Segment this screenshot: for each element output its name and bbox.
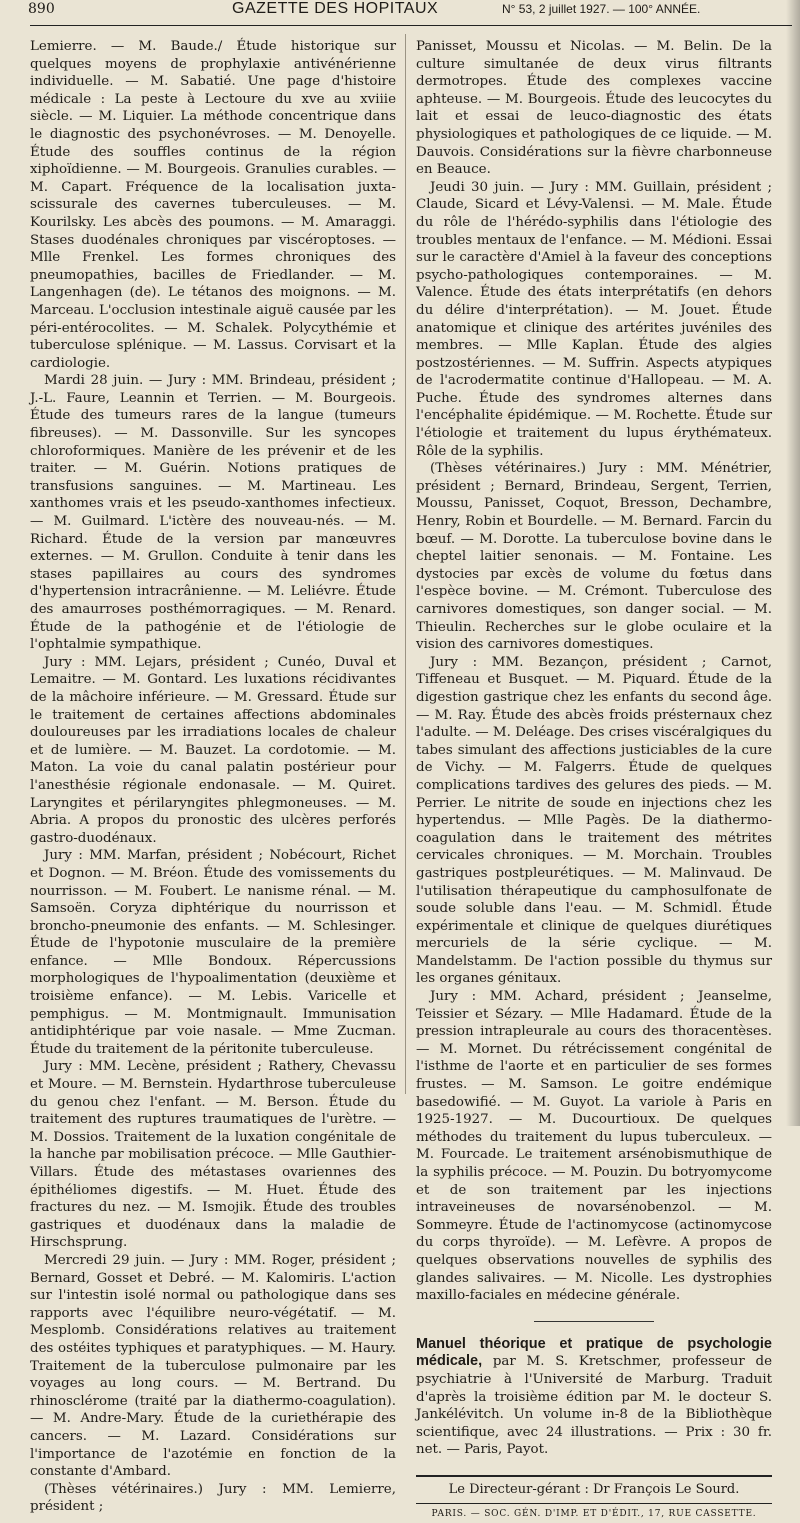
paragraph: Panisset, Moussu et Nicolas. — M. Belin. De la culture simultanée de deux virus filtrants dermotropes. Étude des complexes vaccine aphteuse. — M. Bourgeois. Étude des leucocytes du lait et essai de leuco-diagnostic des états physiologiques et pathologiques de ce liquide. — M. Dauvois. Considérations sur la fièvre charbonneuse en Beauce. xyxy=(416,38,772,179)
paragraph: (Thèses vétérinaires.) Jury : MM. Ménétrier, président ; Bernard, Brindeau, Sergent, Terrien, Moussu, Panisset, Coquot, Bresson, Dechambre, Henry, Robin et Bourdelle. — M. Bernard. Farcin du bœuf. — M. Dorotte. La tuberculose bovine dans le cheptel laitier senonais. — M. Fontaine. Les dystocies par excès de volume du fœtus dans l'espèce bovine. — M. Crémont. Tuberculose des carnivores domestiques, son danger social. — M. Thieulin. Recherches sur le globe oculaire et la vision des carnivores domestiques. xyxy=(416,460,772,654)
director-signature: Le Directeur-gérant : Dr François Le Sourd. xyxy=(416,1481,772,1499)
book-notice xyxy=(416,1336,772,1459)
paragraph: Jury : MM. Lecène, président ; Rathery, Chevassu et Moure. — M. Bernstein. Hydarthrose tuberculeuse du genou chez l'enfant. — M. Berson. Étude du traitement des ruptures traumatiques de l'urètre. — M. Dossios. Traitement de la luxation congénitale de la hanche par mobilisation précoce. — Mlle Gauthier-Villars. Étude des métastases ovariennes des épithéliomes digestifs. — M. Huet. Étude des fractures du nez. — M. Ismojik. Étude des troubles gastriques et duodénaux dans la maladie de Hirschsprung. xyxy=(30,1058,396,1252)
printer-rule xyxy=(416,1503,772,1504)
book-title: Manuel théorique et pratique de psychologie médicale, xyxy=(416,1336,772,1370)
running-title: GAZETTE DES HOPITAUX xyxy=(232,0,438,18)
section-divider xyxy=(534,1321,654,1322)
paragraph: Jury : MM. Achard, président ; Jeanselme, Teissier et Sézary. — Mlle Hadamard. Étude de la pression intrapleurale au cours des thoracentèses. — M. Mornet. Du rétrécissement congénital de l'isthme de l'aorte et en particulier de ses formes frustes. — M. Samson. Le goitre endémique basedowifié. — M. Guyot. La variole à Paris en 1925-1927. — M. Ducourtioux. De quelques méthodes du traitement du lupus tuberculeux. — M. Fourcade. Le traitement arsénobismuthique de la syphilis précoce. — M. Pouzin. Du botryomycome et de son traitement par les injections intraveineuses de novarsénobenzol. — M. Sommeyre. Étude de l'actinomycose (actinomycose du corps thyroïde). — M. Lefèvre. A propos de quelques observations nouvelles de syphilis des glandes salivaires. — M. Nicolle. Les dystrophies maxillo-faciales en médecine générale. xyxy=(416,988,772,1305)
page-edge-shadow xyxy=(786,0,800,1126)
page-number: 890 xyxy=(28,1,55,17)
printer-imprint: PARIS. — SOC. GÉN. D'IMP. ET D'ÉDIT., 17, RUE CASSETTE. xyxy=(416,1506,772,1523)
book-notice-text: par M. S. Kretschmer, professeur de psychiatrie à l'Université de Marburg. Traduit d'après la troisième édition par M. le docteur S. Jankélévitch. Un volume in-8 de la Bibliothèque scientifique, avec 24 illustrations. — Prix : 30 fr. net. — Paris, Payot. xyxy=(416,1354,772,1457)
paragraph: Jeudi 30 juin. — Jury : MM. Guillain, président ; Claude, Sicard et Lévy-Valensi. — M. Male. Étude du rôle de l'hérédo-syphilis dans l'étiologie des troubles mentaux de l'enfance. — M. Médioni. Essai sur le caractère d'Amiel à la faveur des conceptions psycho-pathologiques contemporaines. — M. Valence. Étude des états interprétatifs (en dehors du délire d'interprétation). — M. Jouet. Étude anatomique et clinique des artérites juvéniles des membres. — Mlle Kaplan. Étude des algies postzostériennes. — M. Suffrin. Aspects atypiques de l'acrodermatite continue d'Hallopeau. — M. A. Puche. Étude des syndromes alternes dans l'encéphalite épidémique. — M. Rochette. Étude sur l'étiologie et traitement du lupus érythémateux. Rôle de la syphilis. xyxy=(416,179,772,461)
footer-rule xyxy=(416,1475,772,1477)
issue-info: N° 53, 2 juillet 1927. — 100° ANNÉE. xyxy=(502,2,700,16)
right-column xyxy=(416,38,772,1523)
paragraph: Jury : MM. Bezançon, président ; Carnot, Tiffeneau et Busquet. — M. Piquard. Étude de la digestion gastrique chez les enfants du second âge. — M. Ray. Étude des abcès froids présternaux chez l'adulte. — M. Deléage. Des crises viscéralgiques du tabes simulant des affections justiciables de la cure de Vichy. — M. Falgerrs. Étude de quelques complications tardives des gelures des pieds. — M. Perrier. Le nitrite de soude en injections chez les hypertendus. — Mlle Pagès. De la diathermo-coagulation dans le traitement des métrites cervicales chroniques. — M. Morchain. Troubles gastriques postpleurétiques. — M. Malinvaud. De l'utilisation thérapeutique du camphosulfonate de soude soluble dans l'eau. — M. Schmidl. Étude expérimentale et clinique de quelques diurétiques mercuriels de la série cyclique. — M. Mandelstamm. De l'action possible du thymus sur les organes génitaux. xyxy=(416,654,772,988)
paragraph: Lemierre. — M. Baude./ Étude historique sur quelques moyens de prophylaxie antivénérienne individuelle. — M. Sabatié. Une page d'histoire médicale : La peste à Lectoure du xve au xviiie siècle. — M. Liquier. La méthode concentrique dans le diagnostic des psychonévroses. — M. Denoyelle. Étude des souffles continus de la région xiphoïdienne. — M. Bourgeois. Granulies curables. — M. Capart. Fréquence de la localisation juxta-scissurale des cavernes tuberculeuses. — M. Kourilsky. Les abcès des poumons. — M. Amaraggi. Stases duodénales chroniques par viscéroptoses. — Mlle Frenkel. Les formes chroniques des pneumopathies, bacilles de Friedlander. — M. Langenhagen (de). Le tétanos des moignons. — M. Marceau. L'occlusion intestinale aiguë causée par les péri-entérocolites. — M. Schalek. Polycythémie et tuberculose splénique. — M. Lassus. Corvisart et la cardiologie. xyxy=(30,38,396,372)
page-header xyxy=(0,0,800,22)
left-column xyxy=(30,38,396,1516)
paragraph: Jury : MM. Marfan, président ; Nobécourt, Richet et Dognon. — M. Bréon. Étude des vomissements du nourrisson. — M. Foubert. Le nanisme rénal. — M. Samsoën. Coryza diphtérique du nourrisson et broncho-pneumonie des enfants. — M. Schlesinger. Étude de l'hypotonie musculaire de la première enfance. — Mlle Bondoux. Répercussions morphologiques de l'hypoalimentation (deuxième et troisième enfance). — M. Lebis. Varicelle et pemphigus. — M. Montmignault. Immunisation antidiphtérique par voie nasale. — Mme Zucman. Étude du traitement de la péritonite tuberculeuse. xyxy=(30,847,396,1058)
paragraph: (Thèses vétérinaires.) Jury : MM. Lemierre, président ; xyxy=(30,1481,396,1516)
paragraph: Mercredi 29 juin. — Jury : MM. Roger, président ; Bernard, Gosset et Debré. — M. Kalomiris. L'action sur l'intestin isolé normal ou pathologique dans ses rapports avec l'équilibre neuro-végétatif. — M. Mesplomb. Considérations relatives au traitement des ostéites typhiques et paratyphiques. — M. Haury. Traitement de la tuberculose pulmonaire par les voyages au long cours. — M. Bertrand. Du rhinosclérome (traité par la diathermo-coagulation). — M. Andre-Mary. Étude de la curiethérapie des cancers. — M. Lazard. Considérations sur l'importance de l'azotémie en fonction de la constante d'Ambard. xyxy=(30,1252,396,1481)
column-divider xyxy=(405,34,406,1094)
paragraph: Jury : MM. Lejars, président ; Cunéo, Duval et Lemaitre. — M. Gontard. Les luxations récidivantes de la mâchoire inférieure. — M. Gressard. Étude sur le traitement de certaines affections abdominales douloureuses par les irradiations locales de chaleur et de lumière. — M. Bauzet. La cordotomie. — M. Maton. La voie du canal palatin postérieur pour l'anesthésie régionale endonasale. — M. Quiret. Laryngites et périlaryngites phlegmoneuses. — M. Abria. A propos du pronostic des ulcères perforés gastro-duodénaux. xyxy=(30,654,396,848)
header-rule xyxy=(30,25,792,26)
paragraph: Mardi 28 juin. — Jury : MM. Brindeau, président ; J.-L. Faure, Leannin et Terrien. — M. Bourgeois. Étude des tumeurs rares de la langue (tumeurs fibreuses). — M. Dassonville. Sur les syncopes chloroformiques. Manière de les prévenir et de les traiter. — M. Guérin. Notions pratiques de transfusions sanguines. — M. Martineau. Les xanthomes vrais et les pseudo-xanthomes infectieux. — M. Guilmard. L'ictère des nouveau-nés. — M. Richard. Étude de la version par manœuvres externes. — M. Grullon. Conduite à tenir dans les stases papillaires au cours des syndromes d'hypertension intracrânienne. — M. Leliévre. Étude des amaurroses posthémorragiques. — M. Renard. Étude de la pathogénie et de l'étiologie de l'ophtalmie sympathique. xyxy=(30,372,396,654)
